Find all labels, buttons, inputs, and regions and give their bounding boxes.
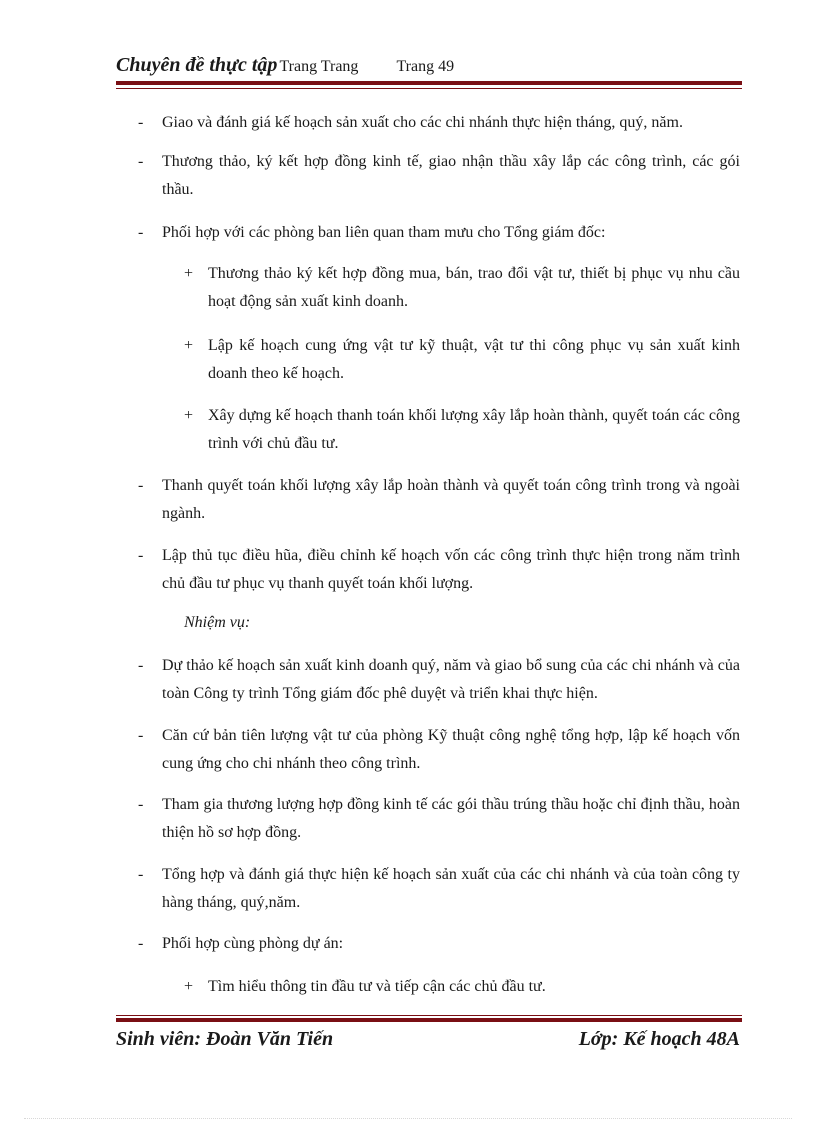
bullet-dash: - bbox=[138, 114, 144, 131]
bullet-dash: - bbox=[138, 477, 144, 494]
list-item-text: Thanh quyết toán khối lượng xây lắp hoàn thành và quyết toán công trình trong và ngoài ngành. bbox=[162, 477, 740, 522]
list-item bbox=[138, 930, 740, 958]
document-title: Chuyên đề thực tập bbox=[116, 54, 278, 76]
list-item-text: Dự thảo kế hoạch sản xuất kinh doanh quý, năm và giao bổ sung của các chi nhánh và của toàn Công ty trình Tổng giám đốc phê duyệt và triển khai thực hiện. bbox=[162, 657, 740, 702]
list-item-text: Tham gia thương lượng hợp đồng kinh tế các gói thầu trúng thầu hoặc chỉ định thầu, hoàn thiện hồ sơ hợp đồng. bbox=[162, 796, 740, 841]
bullet-dash: - bbox=[138, 224, 144, 241]
sub-list-item bbox=[184, 260, 740, 316]
list-item bbox=[138, 542, 740, 598]
list-item bbox=[138, 219, 740, 247]
student-name: Sinh viên: Đoàn Văn Tiến bbox=[116, 1028, 334, 1050]
footer-rule-thin bbox=[116, 1015, 742, 1016]
list-item bbox=[138, 652, 740, 708]
list-item-text: Phối hợp cùng phòng dự án: bbox=[162, 935, 344, 952]
list-item-text: Tổng hợp và đánh giá thực hiện kế hoạch sản xuất của các chi nhánh và của toàn công ty hàng tháng, quý,năm. bbox=[162, 866, 740, 911]
bullet-plus: + bbox=[184, 337, 194, 354]
bullet-dash: - bbox=[138, 935, 144, 952]
page-number: Trang 49 bbox=[396, 58, 455, 75]
section-heading: Nhiệm vụ: bbox=[184, 614, 251, 631]
list-item bbox=[138, 109, 740, 137]
bullet-dash: - bbox=[138, 153, 144, 170]
sub-list-item bbox=[184, 332, 740, 388]
footer-rule-thick bbox=[116, 1018, 742, 1022]
class-name: Lớp: Kế hoạch 48A bbox=[578, 1028, 740, 1050]
list-item bbox=[138, 472, 740, 528]
list-item-text: Lập kế hoạch cung ứng vật tư kỹ thuật, vật tư thi công phục vụ sản xuất kinh doanh theo kế hoạch. bbox=[208, 337, 740, 382]
list-item bbox=[138, 791, 740, 847]
list-item-text: Thương thảo, ký kết hợp đồng kinh tế, giao nhận thầu xây lắp các công trình, các gói thầu. bbox=[162, 153, 740, 198]
list-item bbox=[138, 861, 740, 917]
bullet-plus: + bbox=[184, 978, 194, 995]
bullet-plus: + bbox=[184, 265, 194, 282]
bullet-dash: - bbox=[138, 657, 144, 674]
page-header bbox=[116, 54, 742, 80]
bullet-dash: - bbox=[138, 547, 144, 564]
bullet-plus: + bbox=[184, 407, 194, 424]
list-item-text: Tìm hiểu thông tin đầu tư và tiếp cận các chủ đầu tư. bbox=[208, 978, 546, 995]
list-item-text: Giao và đánh giá kế hoạch sản xuất cho các chi nhánh thực hiện tháng, quý, năm. bbox=[162, 114, 683, 131]
bullet-dash: - bbox=[138, 727, 144, 744]
page-footer bbox=[116, 1028, 742, 1054]
list-item-text: Lập thủ tục điều hũa, điều chỉnh kế hoạch vốn các công trình thực hiện trong năm trình chủ đầu tư phục vụ thanh quyết toán khối lượng. bbox=[162, 547, 740, 592]
list-item bbox=[138, 148, 740, 204]
author-name: Trang Trang bbox=[279, 58, 359, 75]
list-item bbox=[138, 722, 740, 778]
bullet-dash: - bbox=[138, 796, 144, 813]
sub-list-item bbox=[184, 402, 740, 458]
list-item-text: Căn cứ bản tiên lượng vật tư của phòng Kỹ thuật công nghệ tổng hợp, lập kế hoạch vốn cung ứng cho chi nhánh theo công trình. bbox=[162, 727, 740, 772]
sub-list-item bbox=[184, 973, 740, 1001]
page-bottom-divider bbox=[24, 1118, 792, 1119]
header-rule-thick bbox=[116, 81, 742, 85]
list-item-text: Xây dựng kế hoạch thanh toán khối lượng xây lắp hoàn thành, quyết toán các công trình với chủ đầu tư. bbox=[208, 407, 740, 452]
bullet-dash: - bbox=[138, 866, 144, 883]
list-item-text: Thương thảo ký kết hợp đồng mua, bán, trao đổi vật tư, thiết bị phục vụ nhu cầu hoạt động sản xuất kinh doanh. bbox=[208, 265, 740, 310]
header-rule-thin bbox=[116, 88, 742, 89]
list-item-text: Phối hợp với các phòng ban liên quan tham mưu cho Tổng giám đốc: bbox=[162, 224, 606, 241]
